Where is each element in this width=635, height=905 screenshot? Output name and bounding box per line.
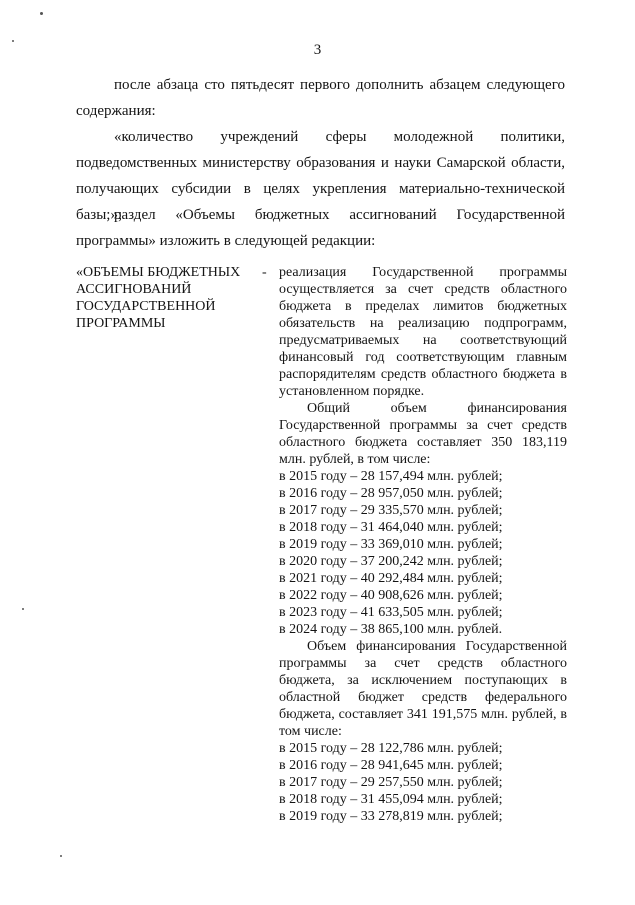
paragraph-amendment-2: раздел «Объемы бюджетных ассигнований Государственной программы» изложить в следующей редакции: (76, 207, 565, 249)
scan-speck (22, 608, 24, 610)
year-row: в 2015 году – 28 122,786 млн. рублей; (279, 741, 503, 756)
paragraph-quote-indicator: «количество учреждений сферы молодежной политики, подведомственных министерству образования и науки Самарской области, получающих субсидии в целях укрепления материально-технической базы;»; (76, 129, 565, 223)
year-row: в 2016 году – 28 957,050 млн. рублей; (279, 486, 503, 501)
budget-intro: реализация Государственной программы осуществляется за счет средств областного бюджета в пределах лимитов бюджетных обязательств на реализацию подпрограмм, предусматриваемых на соответствующий финансовый год соответствующим главным распорядителям средств областного бюджета в установленном порядке. (279, 265, 567, 399)
year-row: в 2023 году – 41 633,505 млн. рублей; (279, 605, 503, 620)
year-row: в 2015 году – 28 157,494 млн. рублей; (279, 469, 503, 484)
budget-total-1: Общий объем финансирования Государственной программы за счет средств областного бюджета составляет 350 183,119 млн. рублей, в том числе: (279, 401, 567, 467)
year-row: в 2016 году – 28 941,645 млн. рублей; (279, 758, 503, 773)
year-row: в 2021 году – 40 292,484 млн. рублей; (279, 571, 503, 586)
year-row: в 2024 году – 38 865,100 млн. рублей. (279, 622, 503, 637)
year-row: в 2017 году – 29 257,550 млн. рублей; (279, 775, 503, 790)
year-row: в 2019 году – 33 278,819 млн. рублей; (279, 809, 503, 824)
budget-description (279, 264, 567, 825)
section-title-budget: «ОБЪЕМЫ БЮДЖЕТНЫХ АССИГНОВАНИЙ ГОСУДАРСТВЕННОЙ ПРОГРАММЫ (76, 265, 241, 331)
year-row: в 2018 году – 31 455,094 млн. рублей; (279, 792, 503, 807)
year-row: в 2020 году – 37 200,242 млн. рублей; (279, 554, 503, 569)
column-dash: - (262, 265, 267, 280)
scan-speck (12, 40, 14, 42)
scan-speck (40, 12, 43, 15)
year-row: в 2022 году – 40 908,626 млн. рублей; (279, 588, 503, 603)
year-row: в 2017 году – 29 335,570 млн. рублей; (279, 503, 503, 518)
page-number: 3 (313, 42, 322, 58)
paragraph-amendment-1: после абзаца сто пятьдесят первого дополнить абзацем следующего содержания: (76, 77, 565, 119)
scan-speck (60, 855, 62, 857)
year-row: в 2018 году – 31 464,040 млн. рублей; (279, 520, 503, 535)
budget-total-2: Объем финансирования Государственной программы за счет средств областного бюджета, за исключением поступающих в областной бюджет средств федерального бюджета, составляет 341 191,575 млн. рублей, в том числе: (279, 639, 567, 739)
year-row: в 2019 году – 33 369,010 млн. рублей; (279, 537, 503, 552)
